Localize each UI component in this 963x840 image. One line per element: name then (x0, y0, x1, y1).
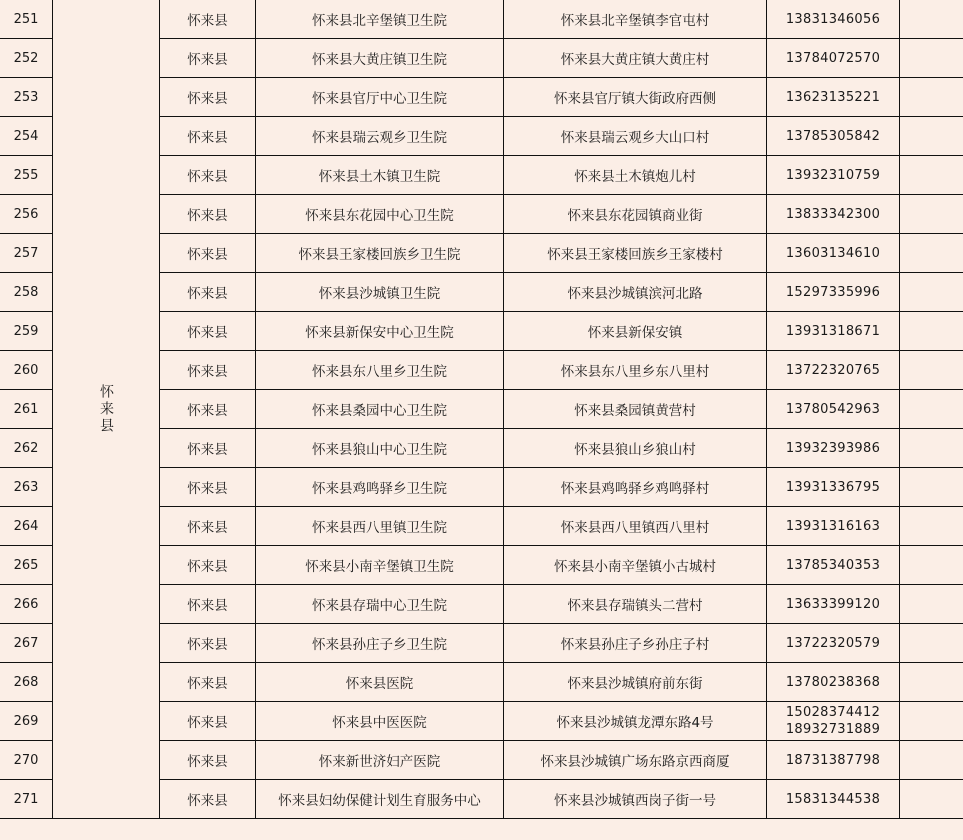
address-cell: 怀来县狼山乡狼山村 (504, 429, 767, 468)
row-number-cell: 256 (0, 195, 53, 234)
address-cell: 怀来县沙城镇龙潭东路4号 (504, 702, 767, 741)
phone-cell (767, 429, 900, 468)
empty-cell (900, 195, 963, 234)
phone-cell (767, 585, 900, 624)
phone-cell (767, 702, 900, 741)
county-cell: 怀来县 (160, 39, 256, 78)
row-number-cell: 262 (0, 429, 53, 468)
address-cell: 怀来县官厅镇大街政府西侧 (504, 78, 767, 117)
empty-cell (900, 468, 963, 507)
phone-cell (767, 624, 900, 663)
address-cell: 怀来县王家楼回族乡王家楼村 (504, 234, 767, 273)
empty-cell (900, 702, 963, 741)
phone-cell (767, 663, 900, 702)
county-cell: 怀来县 (160, 468, 256, 507)
phone-number: 13931316163 (785, 518, 881, 534)
empty-cell (900, 0, 963, 39)
county-cell: 怀来县 (160, 624, 256, 663)
empty-cell (900, 546, 963, 585)
row-number-cell: 266 (0, 585, 53, 624)
phone-number: 13932393986 (785, 440, 881, 456)
phone-cell (767, 507, 900, 546)
address-cell: 怀来县孙庄子乡孙庄子村 (504, 624, 767, 663)
row-number-cell: 251 (0, 0, 53, 39)
phone-number: 13785305842 (785, 128, 881, 144)
county-cell: 怀来县 (160, 0, 256, 39)
phone-cell (767, 351, 900, 390)
address-cell: 怀来县东八里乡东八里村 (504, 351, 767, 390)
phone-cell (767, 39, 900, 78)
empty-cell (900, 507, 963, 546)
empty-cell (900, 234, 963, 273)
hospital-name-cell: 怀来县小南辛堡镇卫生院 (256, 546, 504, 585)
county-cell: 怀来县 (160, 741, 256, 780)
address-cell: 怀来县北辛堡镇李官屯村 (504, 0, 767, 39)
phone-number: 13780238368 (785, 674, 881, 690)
address-cell: 怀来县鸡鸣驿乡鸡鸣驿村 (504, 468, 767, 507)
hospital-name-cell: 怀来县医院 (256, 663, 504, 702)
empty-cell (900, 39, 963, 78)
phone-number: 13932310759 (785, 167, 881, 183)
county-cell: 怀来县 (160, 78, 256, 117)
row-number-cell: 252 (0, 39, 53, 78)
hospital-name-cell: 怀来县王家楼回族乡卫生院 (256, 234, 504, 273)
empty-cell (900, 117, 963, 156)
phone-cell (767, 741, 900, 780)
hospital-name-cell: 怀来县鸡鸣驿乡卫生院 (256, 468, 504, 507)
row-number-cell: 253 (0, 78, 53, 117)
phone-number: 15831344538 (785, 791, 881, 807)
row-number-cell: 267 (0, 624, 53, 663)
row-number-cell: 268 (0, 663, 53, 702)
county-cell: 怀来县 (160, 702, 256, 741)
row-number-cell: 255 (0, 156, 53, 195)
hospital-name-cell: 怀来县沙城镇卫生院 (256, 273, 504, 312)
hospital-name-cell: 怀来县大黄庄镇卫生院 (256, 39, 504, 78)
row-number-cell: 263 (0, 468, 53, 507)
empty-cell (900, 585, 963, 624)
address-cell: 怀来县存瑞镇头二营村 (504, 585, 767, 624)
county-cell: 怀来县 (160, 273, 256, 312)
region-cell: 怀来县 (53, 0, 160, 819)
phone-number: 15297335996 (785, 284, 881, 300)
empty-cell (900, 624, 963, 663)
county-cell: 怀来县 (160, 117, 256, 156)
row-number-cell: 258 (0, 273, 53, 312)
phone-cell (767, 0, 900, 39)
address-cell: 怀来县土木镇炮儿村 (504, 156, 767, 195)
hospital-name-cell: 怀来县桑园中心卫生院 (256, 390, 504, 429)
hospital-name-cell: 怀来县妇幼保健计划生育服务中心 (256, 780, 504, 819)
phone-number: 13931336795 (785, 479, 881, 495)
row-number-cell: 260 (0, 351, 53, 390)
phone-number: 13784072570 (785, 50, 881, 66)
phone-number: 15028374412 (785, 705, 881, 720)
hospital-name-cell: 怀来县官厅中心卫生院 (256, 78, 504, 117)
empty-cell (900, 390, 963, 429)
phone-number: 18932731889 (785, 722, 881, 737)
hospital-name-cell: 怀来县西八里镇卫生院 (256, 507, 504, 546)
hospital-name-cell: 怀来县狼山中心卫生院 (256, 429, 504, 468)
hospital-name-cell: 怀来县孙庄子乡卫生院 (256, 624, 504, 663)
phone-number: 13831346056 (785, 11, 881, 27)
phone-number: 13780542963 (785, 401, 881, 417)
county-cell: 怀来县 (160, 156, 256, 195)
row-number-cell: 264 (0, 507, 53, 546)
table-row (0, 0, 963, 39)
row-number-cell: 265 (0, 546, 53, 585)
address-cell: 怀来县沙城镇滨河北路 (504, 273, 767, 312)
address-cell: 怀来县小南辛堡镇小古城村 (504, 546, 767, 585)
phone-cell (767, 195, 900, 234)
phone-cell (767, 117, 900, 156)
phone-number: 13931318671 (785, 323, 881, 339)
empty-cell (900, 351, 963, 390)
county-cell: 怀来县 (160, 585, 256, 624)
county-cell: 怀来县 (160, 312, 256, 351)
address-cell: 怀来县东花园镇商业街 (504, 195, 767, 234)
row-number-cell: 261 (0, 390, 53, 429)
address-cell: 怀来县沙城镇西岗子街一号 (504, 780, 767, 819)
address-cell: 怀来县桑园镇黄营村 (504, 390, 767, 429)
empty-cell (900, 156, 963, 195)
phone-number: 13833342300 (785, 206, 881, 222)
row-number-cell: 271 (0, 780, 53, 819)
hospital-name-cell: 怀来县瑞云观乡卫生院 (256, 117, 504, 156)
row-number-cell: 254 (0, 117, 53, 156)
phone-number: 13633399120 (785, 596, 881, 612)
empty-cell (900, 741, 963, 780)
hospital-name-cell: 怀来县东花园中心卫生院 (256, 195, 504, 234)
address-cell: 怀来县新保安镇 (504, 312, 767, 351)
hospital-name-cell: 怀来新世济妇产医院 (256, 741, 504, 780)
phone-number: 13722320579 (785, 635, 881, 651)
county-cell: 怀来县 (160, 351, 256, 390)
empty-cell (900, 429, 963, 468)
address-cell: 怀来县瑞云观乡大山口村 (504, 117, 767, 156)
address-cell: 怀来县沙城镇府前东街 (504, 663, 767, 702)
county-cell: 怀来县 (160, 195, 256, 234)
county-cell: 怀来县 (160, 390, 256, 429)
hospital-name-cell: 怀来县土木镇卫生院 (256, 156, 504, 195)
hospital-name-cell: 怀来县北辛堡镇卫生院 (256, 0, 504, 39)
county-cell: 怀来县 (160, 780, 256, 819)
hospital-name-cell: 怀来县新保安中心卫生院 (256, 312, 504, 351)
empty-cell (900, 780, 963, 819)
row-number-cell: 270 (0, 741, 53, 780)
address-cell: 怀来县西八里镇西八里村 (504, 507, 767, 546)
row-number-cell: 259 (0, 312, 53, 351)
hospital-name-cell: 怀来县存瑞中心卫生院 (256, 585, 504, 624)
hospital-name-cell: 怀来县东八里乡卫生院 (256, 351, 504, 390)
county-cell: 怀来县 (160, 546, 256, 585)
phone-cell (767, 156, 900, 195)
phone-cell (767, 273, 900, 312)
phone-cell (767, 390, 900, 429)
phone-number: 13785340353 (785, 557, 881, 573)
phone-cell (767, 468, 900, 507)
empty-cell (900, 78, 963, 117)
county-cell: 怀来县 (160, 429, 256, 468)
address-cell: 怀来县沙城镇广场东路京西商厦 (504, 741, 767, 780)
phone-cell (767, 780, 900, 819)
county-cell: 怀来县 (160, 234, 256, 273)
row-number-cell: 269 (0, 702, 53, 741)
county-cell: 怀来县 (160, 663, 256, 702)
phone-cell (767, 78, 900, 117)
phone-cell (767, 234, 900, 273)
phone-cell (767, 312, 900, 351)
county-cell: 怀来县 (160, 507, 256, 546)
empty-cell (900, 663, 963, 702)
hospital-name-cell: 怀来县中医医院 (256, 702, 504, 741)
phone-number: 13623135221 (785, 89, 881, 105)
empty-cell (900, 273, 963, 312)
address-cell: 怀来县大黄庄镇大黄庄村 (504, 39, 767, 78)
phone-number: 13603134610 (785, 245, 881, 261)
phone-number: 18731387798 (785, 752, 881, 768)
phone-number: 13722320765 (785, 362, 881, 378)
row-number-cell: 257 (0, 234, 53, 273)
phone-cell (767, 546, 900, 585)
empty-cell (900, 312, 963, 351)
